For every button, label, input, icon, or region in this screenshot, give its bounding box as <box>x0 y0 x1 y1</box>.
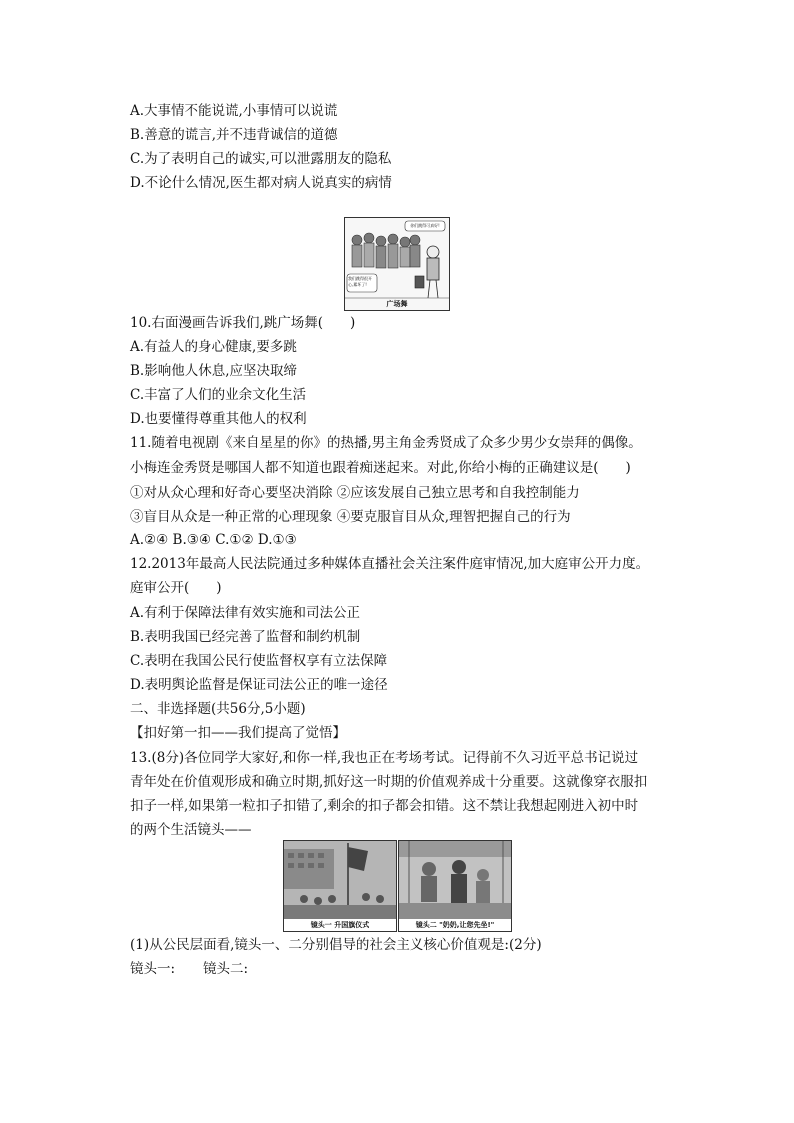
q11-item-line-2: ③盲目从众是一种正常的心理现象 ④要克服盲目从众,理智把握自己的行为 <box>130 509 571 525</box>
q13-line-4: 的两个生活镜头—— <box>130 822 252 838</box>
q13-line-2: 青年处在价值观形成和确立时期,抓好这一时期的价值观养成十分重要。这就像穿衣服扣 <box>130 774 648 790</box>
q12-stem-line-2: 庭审公开( ) <box>130 580 222 596</box>
q13-line-3: 扣子一样,如果第一粒扣子扣错了,剩余的扣子都会扣错。这不禁让我想起刚进入初中时 <box>130 798 639 814</box>
answer-label-shot-1: 镜头一: <box>130 961 176 977</box>
q12-stem-line-1: 12.2013年最高人民法院通过多种媒体直播社会关注案件庭审情况,加大庭审公开力度。 <box>130 556 650 572</box>
photo-2-caption: 镜头二 "奶奶,让您先坐!" <box>399 919 511 931</box>
cartoon-bubble-left: 我们跳得很开心,累坏了! <box>348 276 372 287</box>
photo-flag-ceremony <box>283 840 397 932</box>
q9-option-d: D.不论什么情况,医生都对病人说真实的病情 <box>130 175 392 191</box>
q11-choices: A.②④ B.③④ C.①② D.①③ <box>130 532 297 548</box>
cartoon-drawing <box>345 218 449 310</box>
theme-title: 【扣好第一扣——我们提高了觉悟】 <box>130 725 346 741</box>
q13-sub-question-1: (1)从公民层面看,镜头一、二分别倡导的社会主义核心价值观是:(2分) <box>130 937 542 953</box>
photo-1-caption: 镜头一 升国旗仪式 <box>284 919 396 931</box>
q10-option-c: C.丰富了人们的业余文化生活 <box>130 387 307 403</box>
q12-option-c: C.表明在我国公民行使监督权享有立法保障 <box>130 653 388 669</box>
q9-option-c: C.为了表明自己的诚实,可以泄露朋友的隐私 <box>130 151 392 167</box>
q11-stem-line-1: 11.随着电视剧《来自星星的你》的热播,男主角金秀贤成了众多少男少女崇拜的偶像。 <box>130 435 642 451</box>
q12-option-a: A.有利于保障法律有效实施和司法公正 <box>130 605 361 621</box>
q10-option-a: A.有益人的身心健康,要多跳 <box>130 339 297 355</box>
answer-label-shot-2: 镜头二: <box>203 961 249 977</box>
q12-option-b: B.表明我国已经完善了监督和制约机制 <box>130 629 361 645</box>
q10-stem: 10.右面漫画告诉我们,跳广场舞( ) <box>130 315 356 331</box>
q10-option-d: D.也要懂得尊重其他人的权利 <box>130 411 307 427</box>
q11-item-line-1: ①对从众心理和好奇心要坚决消除 ②应该发展自己独立思考和自我控制能力 <box>130 485 580 501</box>
flag-ceremony-image <box>284 841 396 919</box>
q9-option-a: A.大事情不能说谎,小事情可以说谎 <box>130 103 338 119</box>
cartoon-caption: 广场舞 <box>386 300 408 308</box>
cartoon-bubble-top: 你们跳得可真好! <box>410 223 440 228</box>
q13-line-1: 13.(8分)各位同学大家好,和你一样,我也正在考场考试。记得前不久习近平总书记说过 <box>130 750 639 766</box>
q9-option-b: B.善意的谎言,并不违背诚信的道德 <box>130 127 338 143</box>
square-dance-cartoon <box>344 217 450 311</box>
photo-give-seat <box>398 840 512 932</box>
give-seat-image <box>399 841 511 919</box>
q11-stem-line-2: 小梅连金秀贤是哪国人都不知道也跟着痴迷起来。对此,你给小梅的正确建议是( ) <box>130 460 631 476</box>
section-title: 二、非选择题(共56分,5小题) <box>130 701 306 717</box>
q12-option-d: D.表明舆论监督是保证司法公正的唯一途径 <box>130 677 388 693</box>
q10-option-b: B.影响他人休息,应坚决取缔 <box>130 363 298 379</box>
